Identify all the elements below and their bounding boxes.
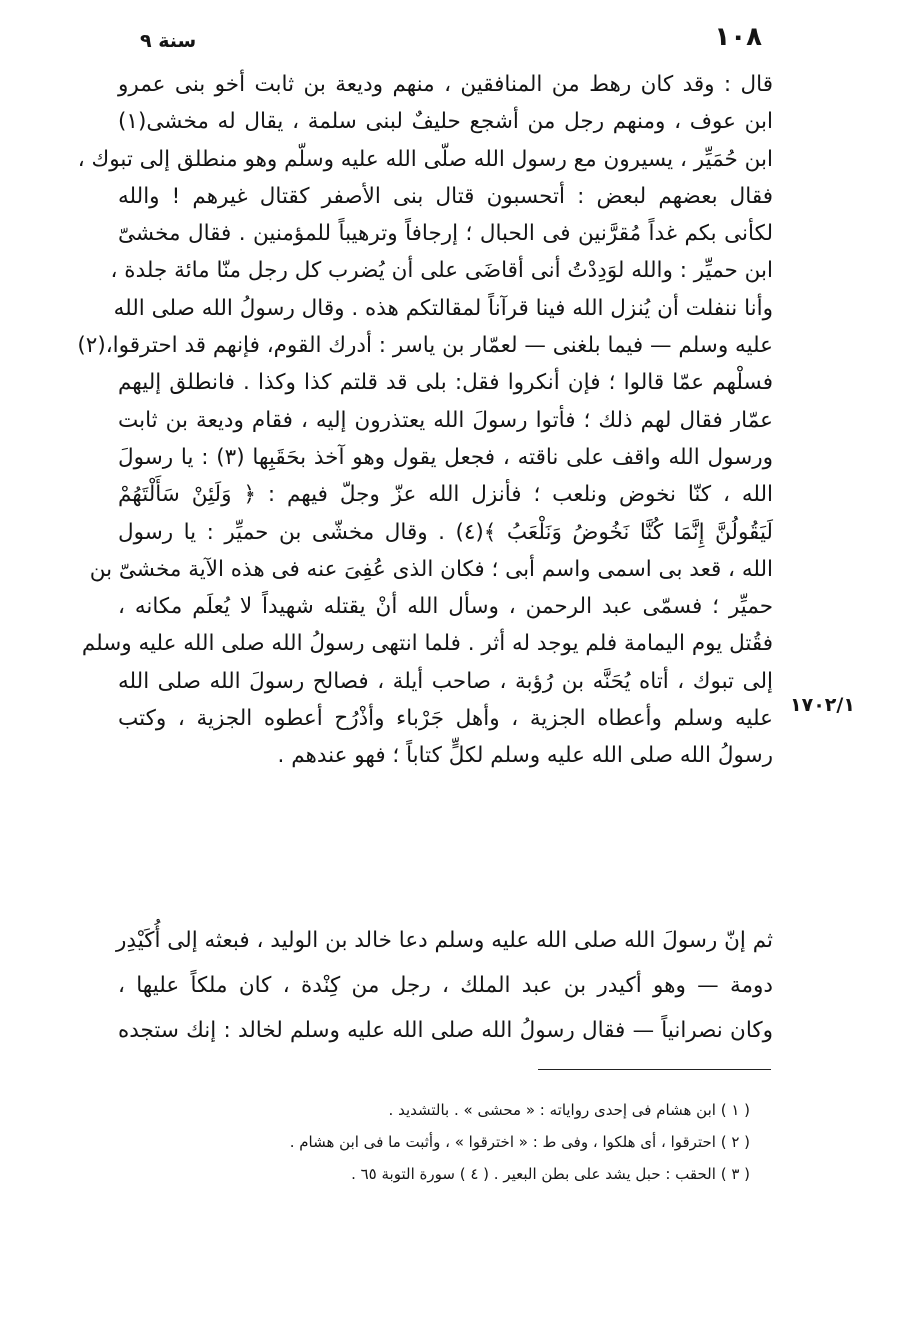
text-line: فسلْهم عمّا قالوا ؛ فإن أنكروا فقل: بلى قد قلتم كذا وكذا . فانطلق إليهم <box>118 370 773 396</box>
text-line: الله ، كنّا نخوض ونلعب ؛ فأنزل الله عزّ وجلّ فيهم : ﴿ وَلَئِنْ سَأَلْتَهُمْ <box>118 482 773 508</box>
text-line: عليه وسلم وأعطاه الجزية ، وأهل جَرْباء وأذْرُح أعطوه الجزية ، وكتب <box>118 706 773 732</box>
text-line: الله ، قعد بى اسمى واسم أبى ؛ فكان الذى عُفِىَ عنه فى هذه الآية مخشىّ بن <box>89 556 773 582</box>
footnote-divider <box>538 1069 771 1070</box>
text-line: ورسول الله واقف على ناقته ، فجعل يقول وهو آخذ بحَقَبِها (٣) : يا رسولَ <box>118 444 773 470</box>
footnote: ( ٣ ) الحقب : حبل يشد على بطن البعير . ( ٤ ) سورة التوبة ٦٥ . <box>351 1165 750 1183</box>
text-line: دومة — وهو أكيدر بن عبد الملك ، رجل من كِنْدة ، كان ملكاً عليها ، <box>118 973 773 998</box>
text-line: رسولُ الله صلى الله عليه وسلم لكلٍّ كتاباً ؛ فهو عندهم . <box>277 743 773 769</box>
text-line: ابن حُمَيِّر ، يسيرون مع رسول الله صلّى الله عليه وسلّم وهو منطلق إلى تبوك ، <box>77 146 773 172</box>
text-line: لكأنى بكم غداً مُقرَّنين فى الحبال ؛ إرجافاً وترهيباً للمؤمنين . فقال مخشىّ <box>118 221 773 247</box>
text-line: ابن حميِّر : والله لوَدِدْتُ أنى أقاضَى على أن يُضرب كل رجل منّا مائة جلدة ، <box>110 258 773 284</box>
footnote: ( ٢ ) احترقوا ، أى هلكوا ، وفى ط : « اخترقوا » ، وأثبت ما فى ابن هشام . <box>289 1133 750 1151</box>
text-line: فقال بعضهم لبعض : أتحسبون قتال بنى الأصفر كقتال غيرهم ! والله <box>118 183 773 209</box>
text-line: إلى تبوك ، أتاه يُحَنَّه بن رُؤبة ، صاحب أيلة ، فصالح رسولَ الله صلى الله <box>118 668 773 694</box>
text-line: قال : وقد كان رهط من المنافقين ، منهم وديعة بن ثابت أخو بنى عمرو <box>118 72 773 97</box>
text-line: عمّار فقال لهم ذلك ؛ فأتوا رسولَ الله يعتذرون إليه ، فقام وديعة بن ثابت <box>118 407 773 433</box>
text-line: ثم إنّ رسولَ الله صلى الله عليه وسلم دعا خالد بن الوليد ، فبعثه إلى أُكَيْدِر <box>116 928 773 953</box>
text-line: وأنا ننفلت أن يُنزل الله فينا قرآناً لمقالتكم هذه . وقال رسولُ الله صلى الله <box>113 295 773 321</box>
text-line: عليه وسلم — فيما بلغنى — لعمّار بن ياسر : أدرك القوم، فإنهم قد احترقوا،(٢) <box>77 333 773 359</box>
page-number: ١٠٨ <box>714 22 762 52</box>
main-paragraph <box>77 66 773 775</box>
text-line: وكان نصرانياً — فقال رسولُ الله صلى الله عليه وسلم لخالد : إنك ستجده <box>118 1018 773 1043</box>
footnotes <box>150 1094 750 1190</box>
text-line: لَيَقُولُنَّ إِنَّمَا كُنَّا نَخُوضُ وَنَلْعَبُ ﴾(٤) . وقال مخشّى بن حميِّر : يا رسول <box>118 519 773 545</box>
year-label: سنة ٩ <box>140 30 197 52</box>
second-paragraph <box>118 918 773 1053</box>
text-line: حميِّر ؛ فسمّى عبد الرحمن ، وسأل الله أنْ يقتله شهيداً لا يُعلَم مكانه ، <box>118 594 773 620</box>
footnote: ( ١ ) ابن هشام فى إحدى رواياته : « محشى » . بالتشديد . <box>388 1101 750 1119</box>
text-line: فقُتل يوم اليمامة فلم يوجد له أثر . فلما انتهى رسولُ الله صلى الله عليه وسلم <box>81 631 773 657</box>
margin-reference: ١٧٠٢/١ <box>790 694 855 716</box>
text-line: ابن عوف ، ومنهم رجل من أشجع حليفٌ لبنى سلمة ، يقال له مخشى(١) <box>118 109 773 135</box>
